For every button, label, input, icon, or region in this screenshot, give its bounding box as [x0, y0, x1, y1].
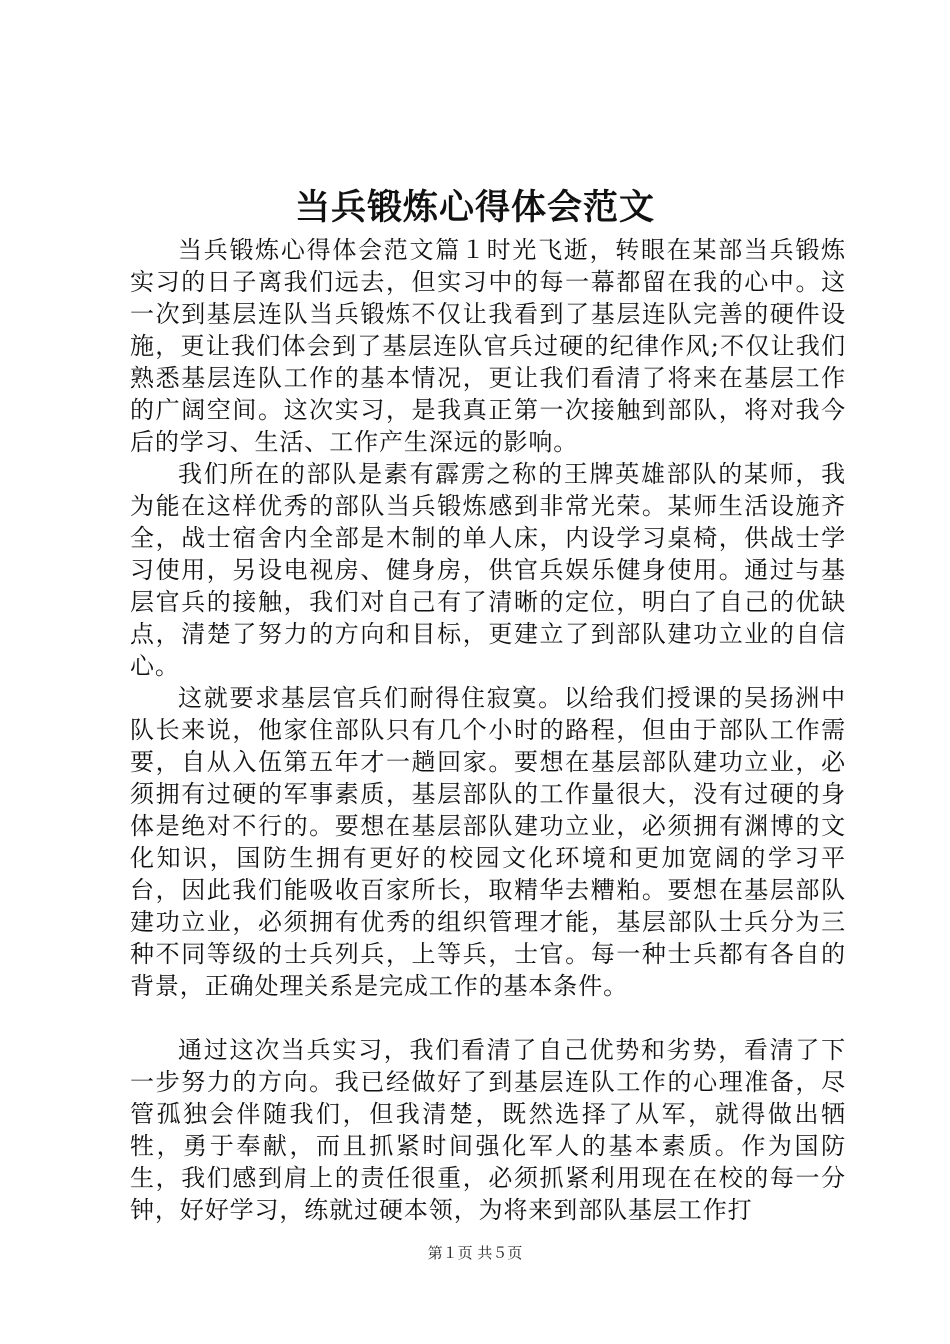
paragraph-3: 这就要求基层官兵们耐得住寂寞。以给我们授课的吴扬洲中队长来说，他家住部队只有几个小时的路程，但由于部队工作需要，自从入伍第五年才一趟回家。要想在基层部队建功立业，必须拥有过硬的军事素质，基层部队的工作量很大，没有过硬的身体是绝对不行的。要想在基层部队建功立业，必须拥有渊博的文化知识，国防生拥有更好的校园文化环境和更加宽阔的学习平台，因此我们能吸收百家所长，取精华去糟粕。要想在基层部队建功立业，必须拥有优秀的组织管理才能，基层部队士兵分为三种不同等级的士兵列兵，上等兵，士官。每一种士兵都有各自的背景，正确处理关系是完成工作的基本条件。: [130, 684, 846, 1000]
page-footer: 第１页 共５页: [427, 1244, 523, 1262]
paragraph-2: 我们所在的部队是素有霹雳之称的王牌英雄部队的某师，我为能在这样优秀的部队当兵锻炼感到非常光荣。某师生活设施齐全，战士宿舍内全部是木制的单人床，内设学习桌椅，供战士学习使用，另设电视房、健身房，供官兵娱乐健身使用。通过与基层官兵的接触，我们对自己有了清晰的定位，明白了自己的优缺点，清楚了努力的方向和目标，更建立了到部队建功立业的自信心。: [130, 460, 846, 680]
document-title: 当兵锻炼心得体会范文: [294, 187, 655, 228]
paragraph-4: 通过这次当兵实习，我们看清了自己优势和劣势，看清了下一步努力的方向。我已经做好了到基层连队工作的心理准备，尽管孤独会伴随我们，但我清楚，既然选择了从军，就得做出牺牲，勇于奉献，而且抓紧时间强化军人的基本素质。作为国防生，我们感到肩上的责任很重，必须抓紧利用现在在校的每一分钟，好好学习，练就过硬本领，为将来到部队基层工作打: [130, 1036, 846, 1224]
paragraph-1: 当兵锻炼心得体会范文篇１时光飞逝，转眼在某部当兵锻炼实习的日子离我们远去，但实习中的每一幕都留在我的心中。这一次到基层连队当兵锻炼不仅让我看到了基层连队完善的硬件设施，更让我们体会到了基层连队官兵过硬的纪律作风;不仅让我们熟悉基层连队工作的基本情况，更让我们看清了将来在基层工作的广阔空间。这次实习，是我真正第一次接触到部队，将对我今后的学习、生活、工作产生深远的影响。: [130, 236, 846, 456]
document-body: [130, 234, 846, 1226]
